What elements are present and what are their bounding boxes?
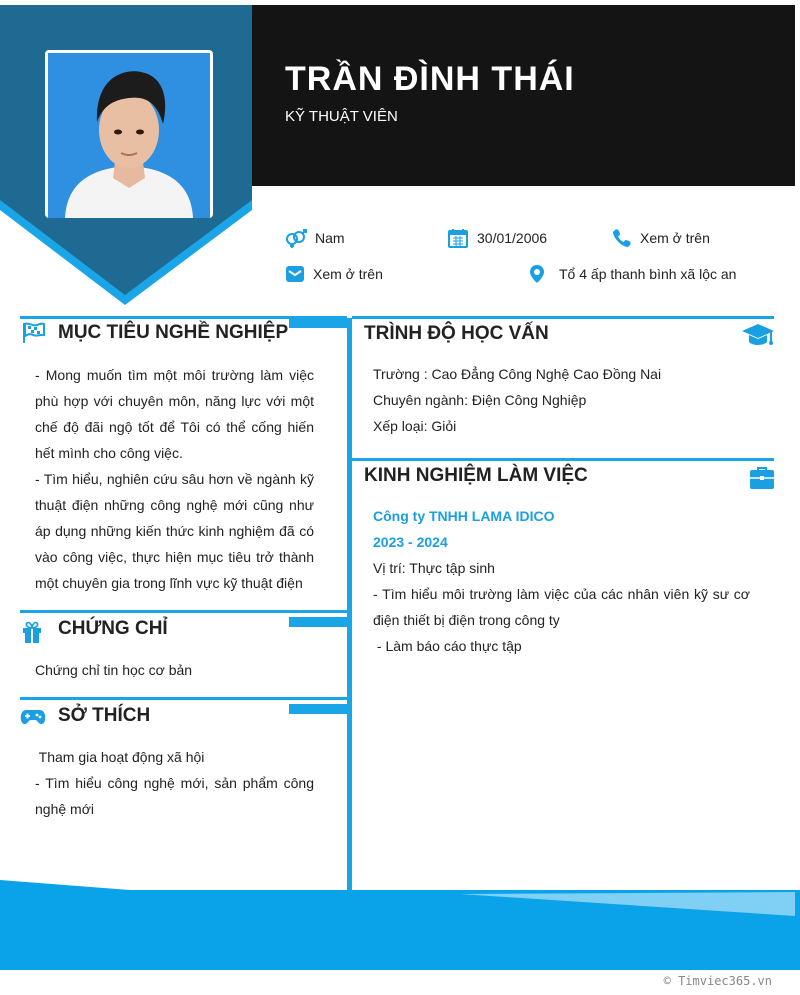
school: Trường : Cao Đẳng Công Nghệ Cao Đồng Nai bbox=[373, 366, 662, 382]
certificate-item: Chứng chỉ tin học cơ bản bbox=[35, 662, 193, 678]
avatar-photo bbox=[45, 50, 213, 218]
certificates-rule bbox=[20, 610, 347, 613]
objective-line: thuật điện những công nghệ mới cũng như bbox=[35, 497, 314, 513]
experience-line: - Tìm hiểu môi trường làm việc của các nhân viên kỹ sư cơ bbox=[373, 586, 750, 602]
hobbies-text bbox=[35, 744, 314, 822]
experience-line: điện thiết bị điện trong công ty bbox=[373, 612, 560, 628]
work-period: 2023 - 2024 bbox=[373, 534, 448, 550]
email-icon bbox=[285, 264, 305, 284]
objective-line: áp dụng những kiến thức kinh nghiệm đã có bbox=[35, 523, 314, 539]
contact-gender bbox=[285, 228, 345, 248]
center-divider bbox=[347, 318, 352, 904]
contact-birthday bbox=[447, 228, 547, 248]
objective-line: phù hợp với chuyên môn, năng lực với một bbox=[35, 393, 314, 409]
briefcase-icon bbox=[749, 465, 775, 491]
gender-icon bbox=[285, 228, 307, 248]
objective-tab bbox=[289, 318, 347, 328]
hobby-line: - Tìm hiểu công nghệ mới, sản phẩm công bbox=[35, 775, 314, 791]
company-name: Công ty TNHH LAMA IDICO bbox=[373, 508, 555, 524]
certificates-tab bbox=[289, 617, 347, 627]
contact-phone bbox=[612, 228, 710, 248]
hobby-item: Tham gia hoạt động xã hội bbox=[35, 749, 205, 765]
objective-text bbox=[35, 362, 314, 596]
certificates-text bbox=[35, 657, 314, 683]
objective-line: hết mình cho công việc. bbox=[35, 445, 183, 461]
flag-icon bbox=[22, 322, 46, 344]
major: Chuyên ngành: Điện Công Nghiệp bbox=[373, 392, 587, 408]
gamepad-icon bbox=[20, 707, 46, 727]
contact-email bbox=[285, 264, 383, 284]
job-title: KỸ THUẬT VIÊN bbox=[285, 108, 398, 125]
calendar-icon bbox=[447, 228, 469, 248]
objective-line: chế độ đãi ngộ tốt để Tôi có thể cống hiến bbox=[35, 419, 314, 435]
candidate-name: TRẦN ĐÌNH THÁI bbox=[285, 60, 575, 98]
hobby-line: nghệ mới bbox=[35, 801, 94, 817]
footer-band bbox=[0, 880, 800, 970]
education-text bbox=[373, 361, 773, 439]
hobbies-title: SỞ THÍCH bbox=[58, 705, 151, 726]
experience-rule bbox=[352, 458, 774, 461]
position: Vị trí: Thực tập sinh bbox=[373, 560, 495, 576]
objective-line: một chuyên gia trong lĩnh vực kỹ thuật điện bbox=[35, 575, 303, 591]
experience-text bbox=[373, 503, 750, 659]
experience-line: - Làm báo cáo thực tập bbox=[373, 638, 522, 654]
hobbies-tab bbox=[289, 704, 347, 714]
phone-value: Xem ở trên bbox=[640, 230, 710, 246]
objective-line: - Mong muốn tìm một môi trường làm việc bbox=[35, 367, 314, 383]
experience-title: KINH NGHIỆM LÀM VIỆC bbox=[364, 465, 588, 486]
birthday-value: 30/01/2006 bbox=[477, 230, 548, 246]
contact-address bbox=[527, 264, 736, 284]
copyright: © Timviec365.vn bbox=[663, 974, 772, 988]
objective-line: - Tìm hiểu, nghiên cứu sâu hơn về ngành kỹ bbox=[35, 471, 314, 487]
location-icon bbox=[527, 264, 547, 284]
email-value: Xem ở trên bbox=[313, 266, 383, 282]
certificates-title: CHỨNG CHỈ bbox=[58, 618, 168, 639]
objective-title: MỤC TIÊU NGHỀ NGHIỆP bbox=[58, 322, 289, 343]
gift-icon bbox=[22, 620, 42, 644]
objective-line: vào công việc, thực hiện mục tiêu trở thành bbox=[35, 549, 314, 565]
phone-icon bbox=[612, 228, 632, 248]
avatar bbox=[45, 50, 213, 218]
graduation-cap-icon bbox=[741, 322, 775, 350]
rank: Xếp loại: Giỏi bbox=[373, 418, 457, 434]
address-value: Tổ 4 ấp thanh bình xã lộc an bbox=[559, 266, 737, 282]
education-title: TRÌNH ĐỘ HỌC VẤN bbox=[364, 323, 549, 344]
hobbies-rule bbox=[20, 697, 347, 700]
education-rule bbox=[352, 316, 774, 319]
gender-value: Nam bbox=[315, 230, 345, 246]
